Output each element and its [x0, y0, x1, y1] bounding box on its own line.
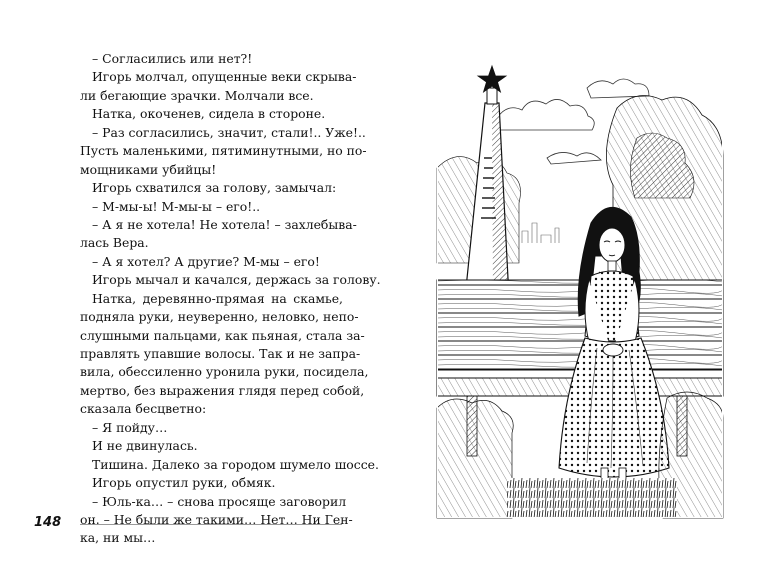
text-line: правлять упавшие волосы. Так и не запра-	[80, 346, 361, 361]
text-line: Игорь схватился за голову, замычал:	[92, 180, 337, 196]
text-line: – А я не хотела! Не хотела! – захлебыва-	[92, 216, 357, 232]
text-line: мертво, без выражения глядя перед собой,	[80, 382, 365, 398]
text-line: – А я хотел? А другие? М-мы – его!	[92, 253, 320, 269]
text-line: сказала бесцветно:	[80, 401, 207, 417]
text-line: – Юль-ка… – снова просяще заговорил	[92, 493, 347, 509]
page-footer	[0, 514, 385, 534]
text-line: Игорь молчал, опущенные веки скрыва-	[92, 69, 357, 85]
text-line: мощниками убийцы!	[80, 161, 217, 177]
right-page	[385, 0, 770, 577]
text-line: – Я пойду…	[92, 419, 168, 435]
footer-rule	[80, 524, 342, 525]
text-line: вила, обессиленно уронила руки, посидела,	[80, 364, 369, 380]
text-line: ка, ни мы…	[80, 530, 156, 546]
text-line: подняла руки, неуверенно, неловко, непо-	[80, 309, 359, 325]
illustration	[437, 48, 723, 518]
text-line: Натка, деревянно-прямая на скамье,	[92, 290, 343, 306]
text-line: Натка, окоченев, сидела в стороне.	[92, 106, 326, 122]
text-line: лась Вера.	[80, 235, 149, 251]
text-line: он. – Не были же такими… Нет… Ни Ген-	[80, 511, 353, 527]
body-text	[80, 50, 381, 548]
text-line: слушными пальцами, как пьяная, стала за-	[80, 327, 365, 343]
text-line: Игорь мычал и качался, держась за голову.	[92, 272, 381, 288]
text-line: – Согласились или нет?!	[92, 51, 253, 66]
distant-city	[522, 223, 559, 243]
text-line: Пусть маленькими, пятиминутными, но по-	[80, 143, 367, 159]
text-line: ли бегающие зрачки. Молчали все.	[80, 87, 314, 103]
text-line: – Раз согласились, значит, стали!.. Уже!..	[92, 124, 366, 140]
text-line: – М-мы-ы! М-мы-ы – его!..	[92, 198, 261, 214]
text-line: Тишина. Далеко за городом шумело шоссе.	[92, 456, 379, 472]
text-line: Игорь опустил руки, обмяк.	[92, 475, 276, 491]
page-number: 148	[34, 515, 62, 530]
text-line: И не двинулась.	[92, 438, 198, 454]
